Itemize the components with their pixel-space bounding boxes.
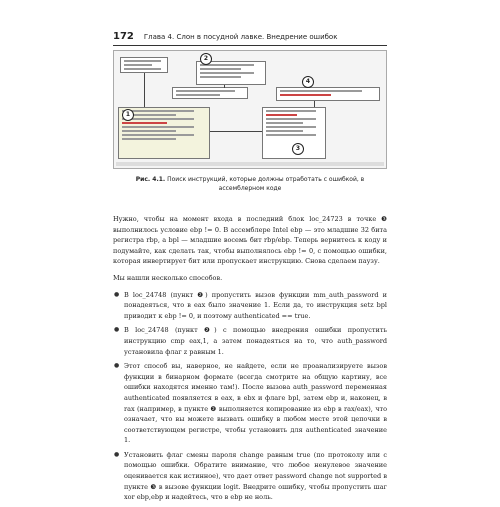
code-block [276,87,380,101]
callout-2: 2 [200,53,212,65]
figure-caption [130,175,370,193]
caption-text: Поиск инструкций, которые должны отработать с ошибкой, в ассемблерном коде [167,176,365,192]
figure-status-bar [116,162,384,166]
chapter-title: Глава 4. Слон в посудной лавке. Внедрение ошибок [143,32,338,41]
flow-arrow [224,85,225,88]
running-header [113,29,387,44]
callout-1: 1 [122,109,134,121]
page-number: 172 [113,31,134,42]
list-item: ● Установить флаг смены пароля change равным true (по протоколу или с помощью ошибки. Обратите внимание, что любое ненулевое значение оценивается как истинное), что дает ответ password change not supported в пункте ❸ в вызове функции logit. Внедрите ошибку, чтобы пропустить шаг xor ebp,ebp и надейтесь, что в ebp не ноль. [113,450,387,503]
callout-3: 3 [292,143,304,155]
code-block [172,87,248,99]
code-block [120,57,168,73]
methods-list [113,290,387,503]
caption-label: Рис. 4.1. [135,176,166,183]
header-rule [113,45,387,46]
paragraph: Мы нашли несколько способов. [113,273,223,282]
body-text [113,214,387,507]
list-item: ● В loc_24748 (пункт ❷) с помощью внедрения ошибки пропустить инструкцию cmp eax,1, а затем понадеяться на то, что auth_password установила флаг z равным 1. [113,325,387,357]
list-item: ● Этот способ вы, наверное, не найдете, если не проанализируете вызов функции в бинарном формате (всегда смотрите на общую картину, все ошибки находятся именно там!). После вызова auth_password переменная authenticated появляется в eax, в ebx и флаге bpl, затем ebp и, наконец, в rax (например, в пункте ❷ выполняется копирование из ebp в rax/eax), что означает, что вы можете вызвать ошибку в любом месте этой цепочки в соответствующем регистре, чтобы установить для authenticated значение 1. [113,361,387,446]
paragraph: Нужно, чтобы на момент входа в последний блок loc_24723 в точке ❸ выполнилось условие ebp != 0. В ассемблере Intel ebp — это младшие 32 бита регистра rbp, а bpl — младшие восемь бит rbp/ebp. Теперь вернитесь к коду и подумайте, как сделать так, чтобы выполнялось ebp != 0, с помощью ошибки, которая инвертирует бит или пропускает инструкцию. Снова сделаем паузу. [113,215,387,266]
flow-arrow [314,101,315,107]
list-item: ● В loc_24748 (пункт ❷) пропустить вызов функции mm_auth_password и понадеяться, что в eax было значение 1. Если да, то инструкция setz bpl приводит к ebp != 0, и поэтому authenticated == true. [113,290,387,322]
assembly-graph-figure [113,50,387,169]
flow-arrow [144,73,145,107]
callout-4: 4 [302,76,314,88]
flow-arrow [210,131,262,132]
